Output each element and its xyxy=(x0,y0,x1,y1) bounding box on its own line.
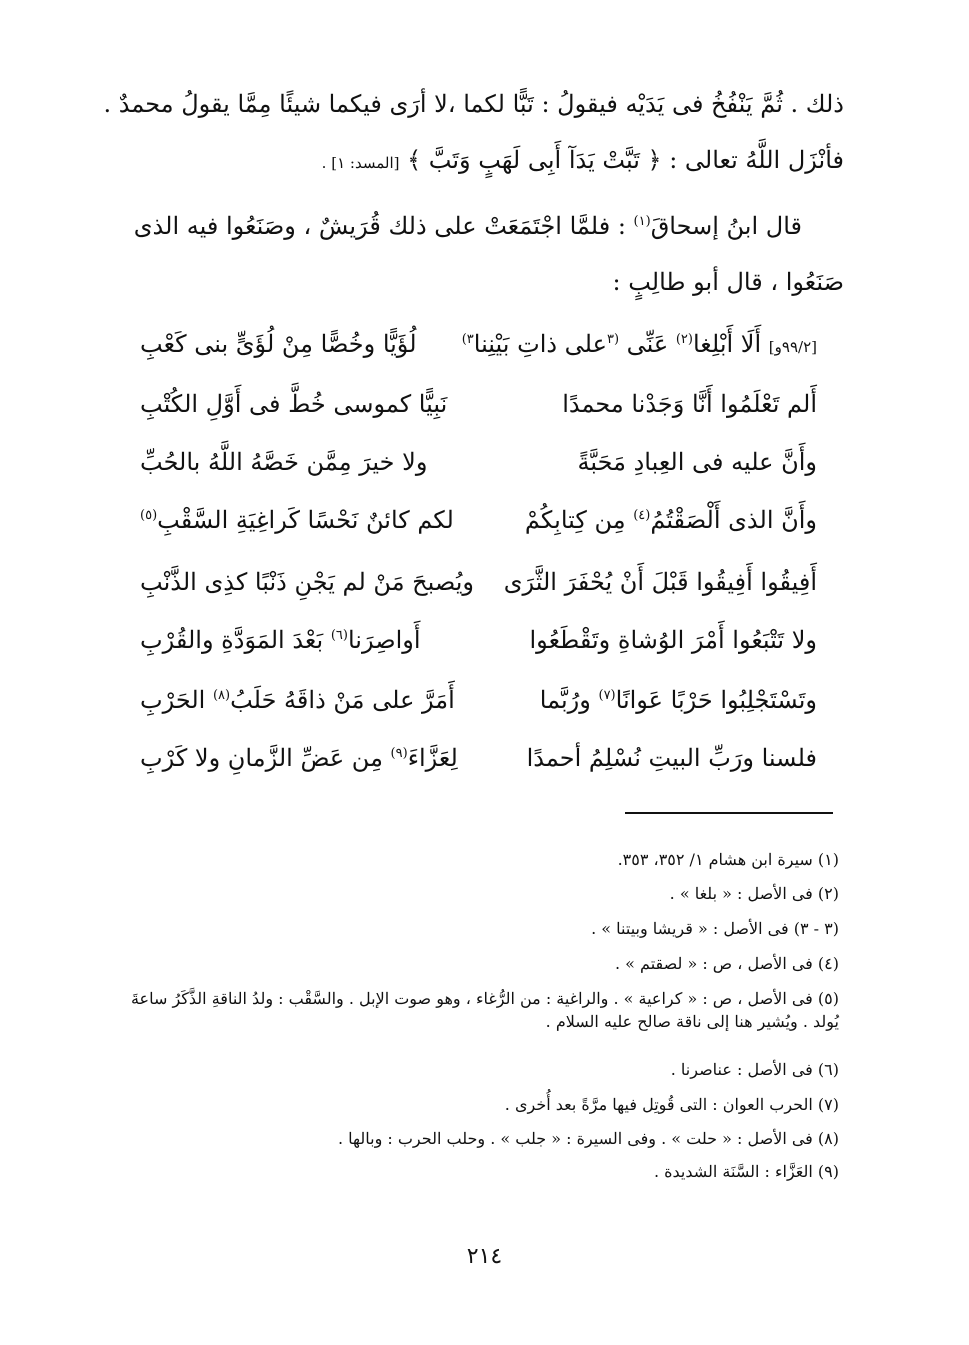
surah-reference: [المسد: ١] . xyxy=(321,154,400,172)
verse-text: أَلَا أَبْلِغا xyxy=(692,330,762,358)
footnote-marker: (٥) xyxy=(140,508,158,523)
verse-second-hemistich: لُؤَيًّا وخُصًّا مِنْ لُؤَىٍّ بنى كَعْبِ xyxy=(140,330,417,358)
body-line-1: ذلك . ثُمَّ يَنْفُخُ فى يَدَيْه فيقولُ : تَبًّا لكما ،لا أرَى فيكما شيئًا مِمَّا يقولُ محمدٌ . xyxy=(103,90,844,118)
verse-first-hemistich xyxy=(540,688,817,712)
verse-first-hemistich xyxy=(462,332,817,356)
verse-first-hemistich: أَفِيقُوا أَفِيقُوا قَبْلَ أَنْ يُحْفَرَ الثَّرَى xyxy=(503,568,817,596)
verse-first-hemistich: وأَنَّ عليه فى العِبادِ مَحَبَّةً xyxy=(577,448,817,476)
narration-text: : فلمَّا اجْتَمَعَتْ على ذلك قُرَيشٌ ، وصَنَعُوا فيه الذى xyxy=(133,212,634,240)
footnote-marker: (٦) xyxy=(330,628,348,643)
footnote: (٢) فى الأصل : « بلغا » . xyxy=(669,884,839,903)
verse-first-hemistich: أَلم تَعْلَمُوا أَنَّا وَجَدْنا محمدًا xyxy=(562,390,817,418)
footnote-marker: (٧) xyxy=(598,688,616,703)
verse-text: أَمَرَّ على مَنْ ذاقَهُ حَلَبُ xyxy=(230,686,455,714)
footnote-marker: (٢) xyxy=(675,332,693,347)
footnote-marker: (٤) xyxy=(633,508,651,523)
verse-second-hemistich: ويُصبحَ مَنْ لم يَجْنِ ذَنْبًا كذِى الذَّنْبِ xyxy=(140,568,474,596)
footnote-marker: ٣) xyxy=(461,332,474,347)
footnote: (٦) فى الأصل : عناصرنا . xyxy=(670,1060,839,1079)
footnote-marker: (١) xyxy=(633,214,651,229)
verse-first-hemistich: فلسنا ورَبِّ البيتِ نُسْلِمُ أحمدًا xyxy=(526,744,817,772)
verse-second-hemistich xyxy=(140,688,455,712)
body-line-3 xyxy=(100,212,844,241)
verse-text: الحَرْبِ xyxy=(140,686,213,714)
verse-text: ورُبَّما xyxy=(539,686,599,714)
verse-second-hemistich xyxy=(140,628,421,652)
verse-text: مِن كِتابِكُمْ xyxy=(524,506,634,534)
narrator-text: قال ابنُ إسحاقَ xyxy=(650,212,802,240)
verse-text: عَنِّى xyxy=(619,330,676,358)
verse-text: وأَنَّ الذى أَلْصَقْتُمُ xyxy=(650,506,817,534)
verse-text: مِن عَضِّ الزَّمانِ ولا كَرْبِ xyxy=(140,744,391,772)
footnote-marker: (٩) xyxy=(390,746,408,761)
verse-second-hemistich: نَبِيًّا كموسى خُطَّ فى أَوَّلِ الكُتْبِ xyxy=(140,390,448,418)
verse-text: لكم كائنٌ نَحْسًا كَراغِيَةِ السَّقْبِ xyxy=(157,506,454,534)
page-number: ٢١٤ xyxy=(466,1244,503,1269)
footnote: (٧) الحرب العوان : التى قُوتِل فيها مرَّةً بعد أُخرى . xyxy=(504,1095,839,1114)
quran-quote: فأنْزَل اللَّهُ تعالى : ﴿ تَبَّتْ يَدَآ أَبِى لَهَبٍ وَتَبَّ ﴾ xyxy=(407,146,844,174)
footnote-divider xyxy=(625,812,833,814)
verse-text: بَعْدَ المَوَدَّةِ والقُرْبِ xyxy=(140,626,331,654)
verse-first-hemistich xyxy=(525,508,817,532)
footnote-marker: (٨) xyxy=(212,688,231,703)
footnote: (٥) فى الأصل ، ص : « كراعية » . والراغية : من الرُّغاء ، وهو صوت الإبل . والسَّقْب : ولدُ الناقةِ الذَّكَرُ ساعةَ يُولد . ويُشير هنا إلى ناقة صالح عليه السلام . xyxy=(130,989,839,1032)
verse-text: أَواصِرَنا xyxy=(347,626,421,654)
footnote: (٩) العَزَّاء : السَّنَة الشديدة . xyxy=(653,1162,839,1181)
verse-second-hemistich xyxy=(140,746,458,770)
footnote: (٨) فى الأصل : « حلت » . وفى السيرة : « جلب » . وحلب الحرب : وبالها . xyxy=(337,1129,839,1148)
footnote-marker: (٣ xyxy=(606,332,620,347)
verse-text: وتَسْتَجْلِبُوا حَرْبًا عَوانًا xyxy=(615,686,817,714)
manuscript-reference: [٩٩/٢و] xyxy=(768,338,817,356)
verse-text: على ذاتِ بَيْنِنا xyxy=(473,330,607,358)
verse-text: لِعَزَّاءَ xyxy=(407,744,458,772)
body-line-2 xyxy=(100,146,844,175)
footnote: (٣ - ٣) فى الأصل : « قريشا وبيتنا » . xyxy=(591,919,839,938)
body-line-4: صَنَعُوا ، قال أبو طالِبٍ : xyxy=(612,268,844,296)
footnote: (٤) فى الأصل ، ص : « لصقتم » . xyxy=(615,954,839,973)
verse-second-hemistich: ولا خيرَ مِمَّن خَصَّهُ اللَّهُ بالحُبِّ xyxy=(140,448,428,476)
verse-first-hemistich: ولا تَتْبَعُوا أَمْرَ الوُشاةِ وتَقْطَعُوا xyxy=(529,626,817,654)
footnote: (١) سيرة ابن هشام ١/ ٣٥٢، ٣٥٣. xyxy=(617,850,839,869)
verse-second-hemistich xyxy=(140,508,454,532)
